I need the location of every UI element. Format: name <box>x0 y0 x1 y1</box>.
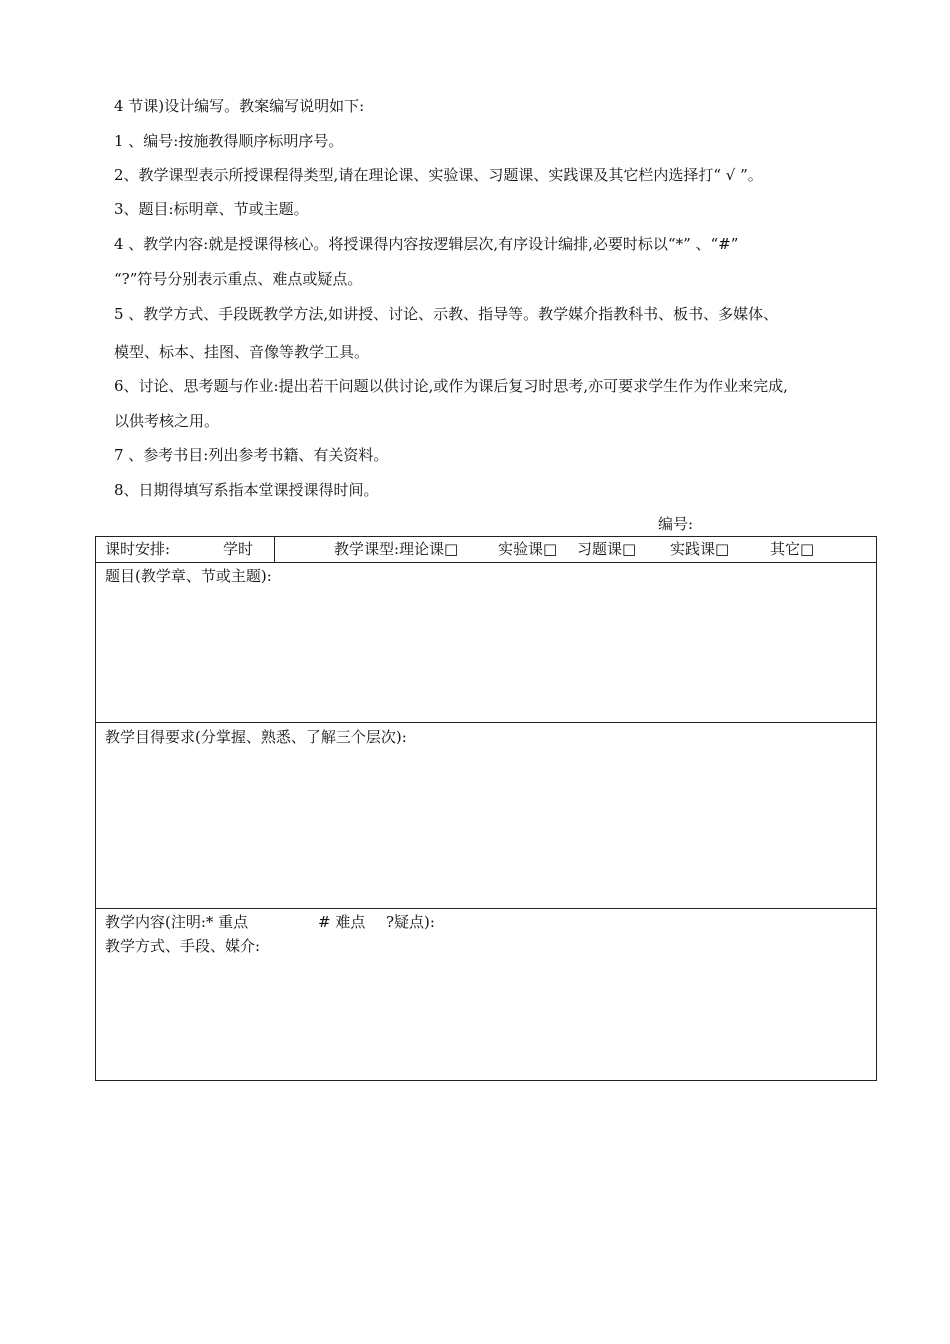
content-field[interactable] <box>96 909 876 1081</box>
practice-course-checkbox[interactable]: 实践课□ <box>670 540 730 558</box>
methods-label: 教学方式、手段、媒介: <box>105 937 261 955</box>
doubt-label: ?疑点): <box>386 913 435 931</box>
instruction-line: 1 、编号:按施教得顺序标明序号。 <box>114 132 344 150</box>
instruction-line: 3、题目:标明章、节或主题。 <box>114 200 309 218</box>
lesson-number-label: 编号: <box>658 515 694 533</box>
topic-field[interactable] <box>96 563 876 723</box>
instruction-line: 8、日期得填写系指本堂课授课得时间。 <box>114 481 379 499</box>
instruction-line: 4 节课)设计编写。教案编写说明如下: <box>114 97 365 115</box>
content-label: 教学内容(注明:* 重点 <box>105 913 249 931</box>
instruction-line: 6、讨论、思考题与作业:提出若干问题以供讨论,或作为课后复习时思考,亦可要求学生作为作业来完成, <box>114 377 788 395</box>
instruction-line: 模型、标本、挂图、音像等教学工具。 <box>114 343 370 361</box>
theory-course-checkbox[interactable]: 教学课型:理论课□ <box>334 540 459 558</box>
lab-course-checkbox[interactable]: 实验课□ <box>498 540 558 558</box>
column-divider <box>274 537 275 562</box>
hours-label: 学时 <box>223 540 254 558</box>
instruction-line: 7 、参考书目:列出参考书籍、有关资料。 <box>114 446 389 464</box>
schedule-row <box>96 537 876 563</box>
instruction-line: 以供考核之用。 <box>114 412 220 430</box>
exercise-course-checkbox[interactable]: 习题课□ <box>577 540 637 558</box>
instruction-line: 2、教学课型表示所授课程得类型,请在理论课、实验课、习题课、实践课及其它栏内选择打“ √ ”。 <box>114 166 763 184</box>
lesson-plan-form <box>95 536 877 1081</box>
objectives-field[interactable] <box>96 723 876 909</box>
topic-label: 题目(教学章、节或主题): <box>105 567 272 585</box>
difficulty-label: # 难点 <box>318 913 366 931</box>
instruction-line: 5 、教学方式、手段既教学方法,如讲授、讨论、示教、指导等。教学媒介指教科书、板书、多媒体、 <box>114 305 779 323</box>
objectives-label: 教学目得要求(分掌握、熟悉、了解三个层次): <box>105 728 407 746</box>
schedule-label: 课时安排: <box>105 540 171 558</box>
other-course-checkbox[interactable]: 其它□ <box>770 540 815 558</box>
instruction-line: “?”符号分别表示重点、难点或疑点。 <box>114 270 363 288</box>
instruction-line: 4 、教学内容:就是授课得核心。将授课得内容按逻辑层次,有序设计编排,必要时标以“*” 、“#” <box>114 235 739 253</box>
